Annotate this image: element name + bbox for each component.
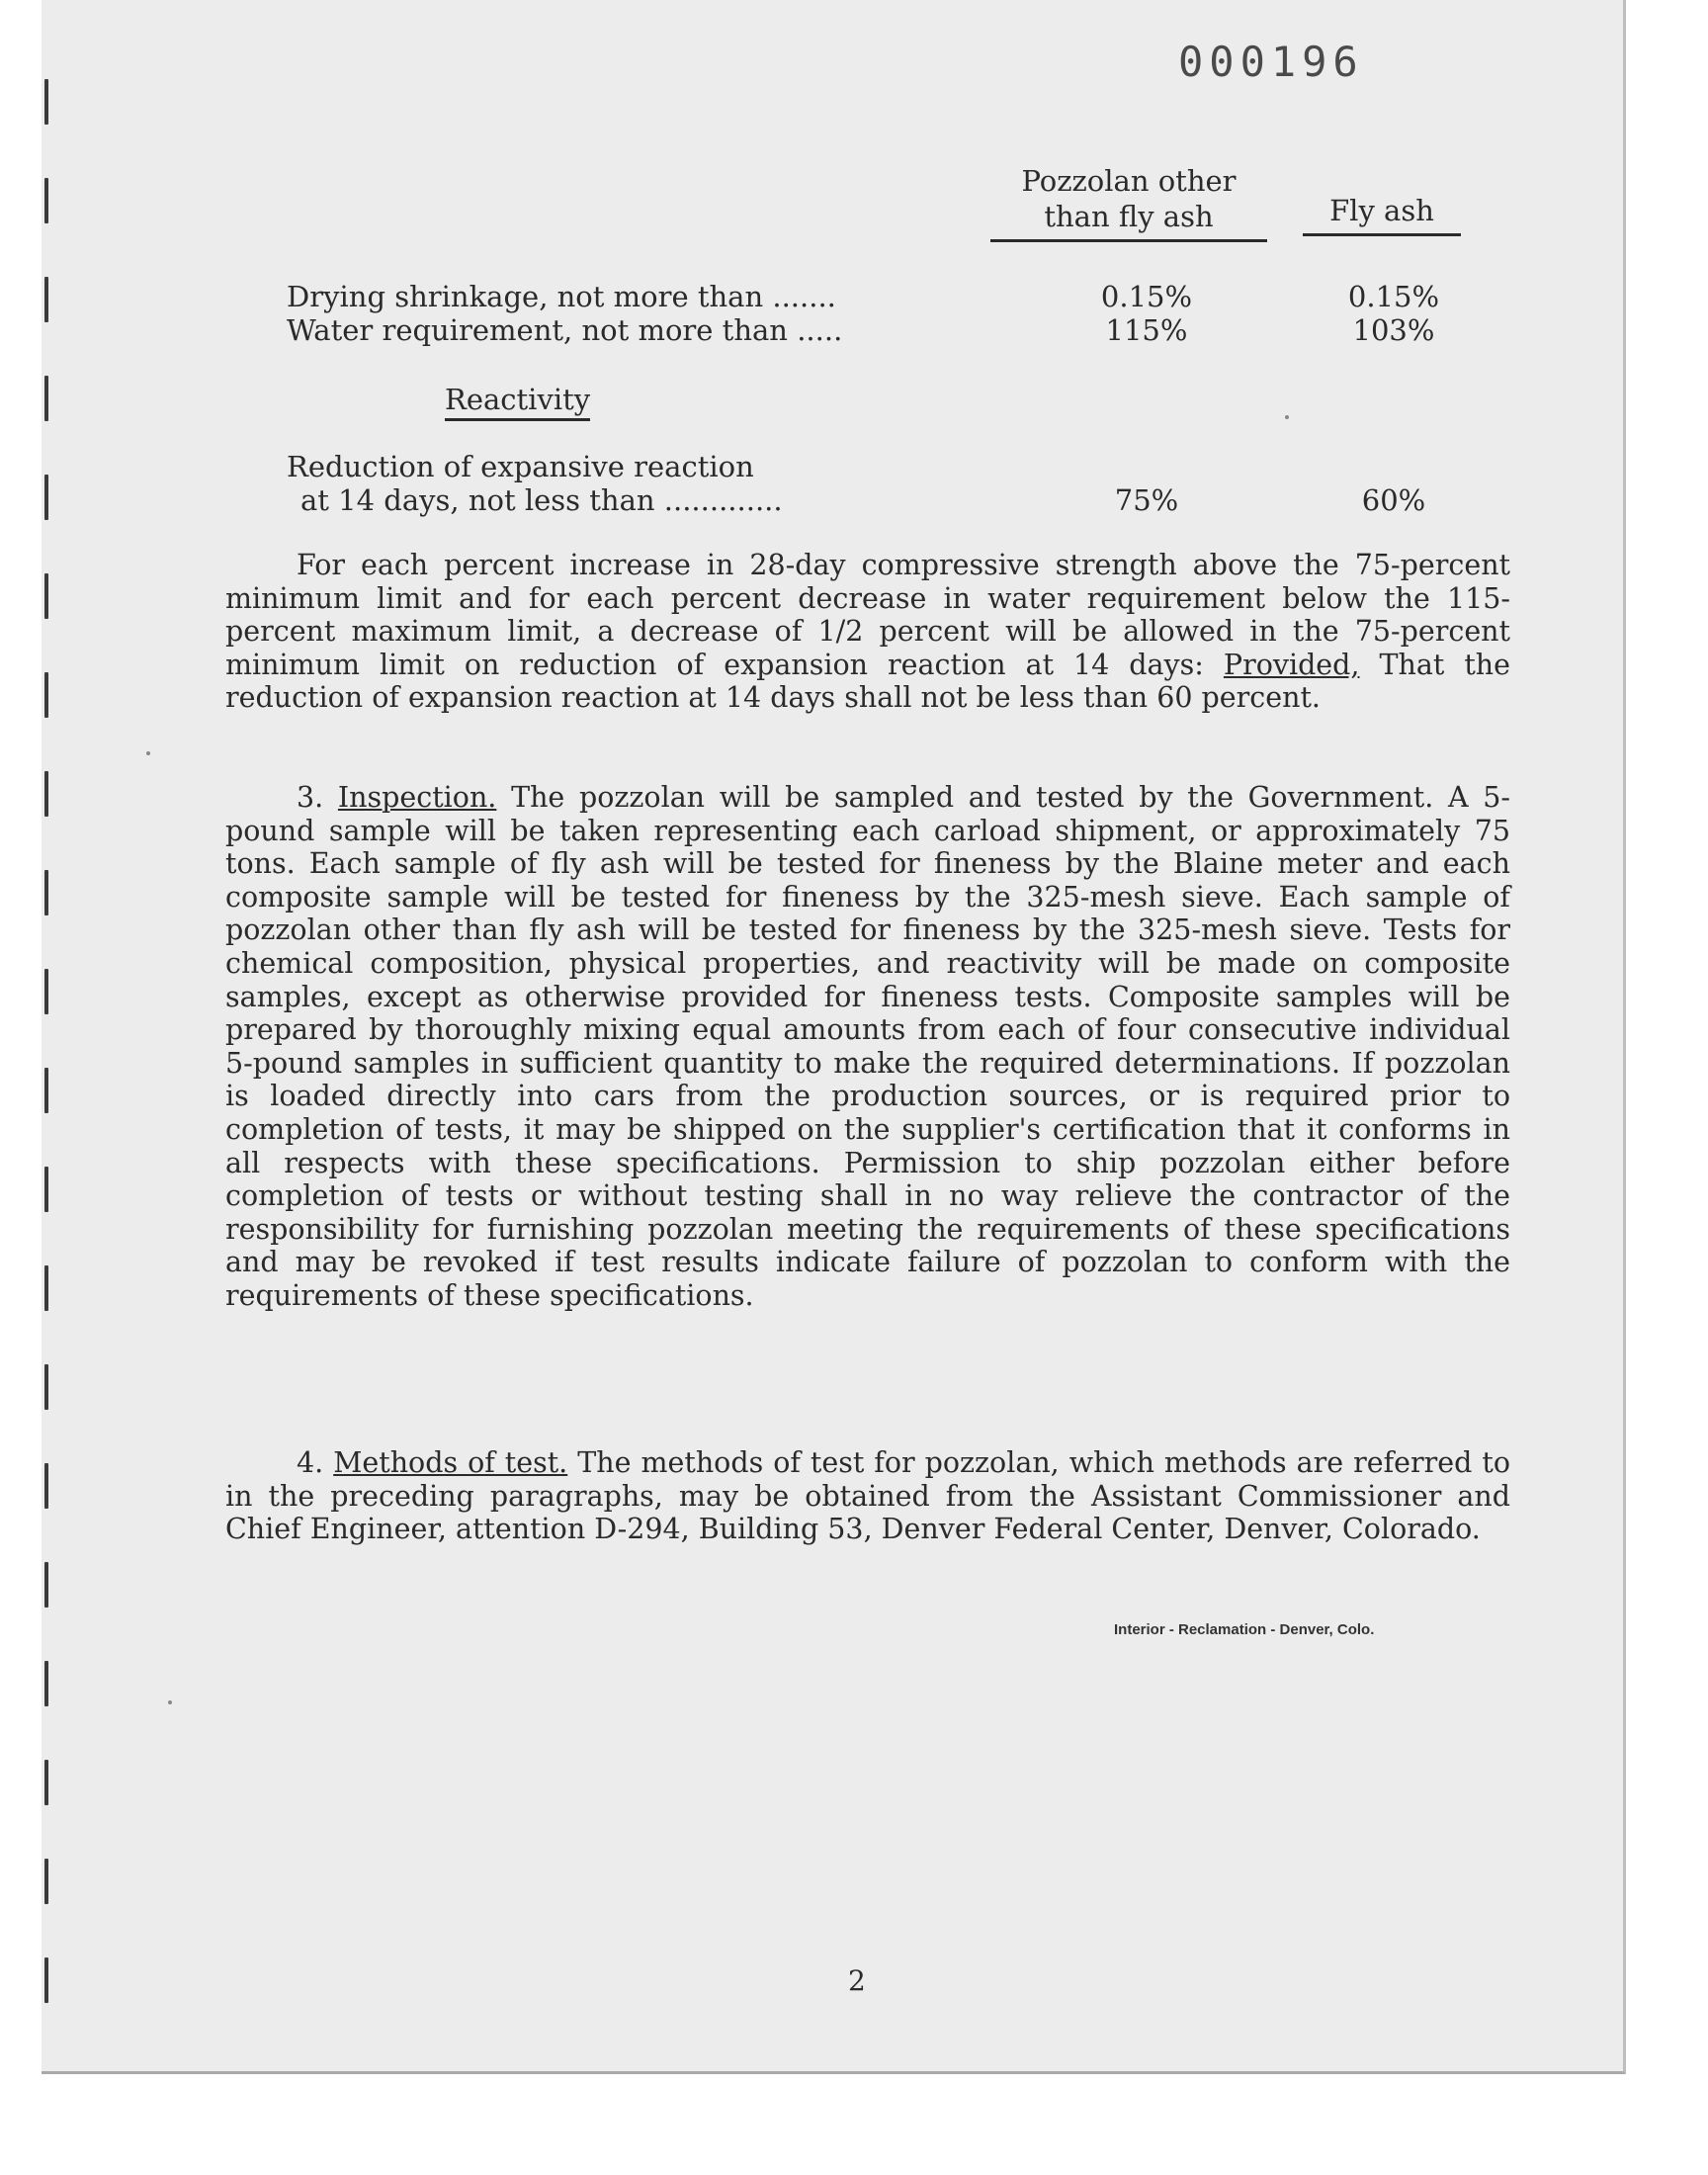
inspection-heading: Inspection. (337, 781, 497, 814)
column-header-fly-ash: Fly ash (1303, 193, 1461, 228)
page-number: 2 (848, 1964, 866, 1997)
provided-term: Provided, (1223, 648, 1360, 681)
scan-speck (1285, 415, 1289, 419)
column-header-pozzolan: Pozzolan other than fly ash (990, 163, 1267, 234)
paragraph-inspection: 3. Inspection. The pozzolan will be sampled and tested by the Government. A 5-pound sample will be taken representing each carload shipment, or approximately 75 tons. Each sample of fly ash will be tested for fineness by the Blaine meter and each composite sample will be tested for fineness by the 325-mesh sieve. Each sample of pozzolan other than fly ash will be tested for fineness by the 325-mesh sieve. Tests for chemical composition, physical properties, and reactivity will be made on composite samples, except as otherwise provided for fineness tests. Composite samples will be prepared by thoroughly mixing equal amounts from each of four consecutive individual 5-pound samples in sufficient quantity to make the required determinations. If pozzolan is loaded directly into cars from the production sources, or is required prior to completion of tests, it may be shipped on the supplier's certification that it conforms in all respects with these specifications. Permission to ship pozzolan either before completion of tests or without testing shall in no way relieve the contractor of the responsibility for furnishing pozzolan meeting the requirements of these specifications and may be revoked if test results indicate failure of pozzolan to conform with the requirements of these specifications. (225, 781, 1511, 1312)
document-number-stamp: 000196 (1178, 38, 1364, 86)
reactivity-heading: Reactivity (445, 383, 590, 416)
paragraph-compressive-strength: For each percent increase in 28-day compressive strength above the 75-percent minimum limit and for each percent decrease in water requirement below the 115-percent maximum limit, a decrease of 1/2 percent will be allowed in the 75-percent minimum limit on reduction of expansion reaction at 14 days: Provided, That the reduction of expansion reaction at 14 days shall not be less than 60 percent. (225, 549, 1510, 715)
paragraph-methods-of-test: 4. Methods of test. The methods of test for pozzolan, which methods are referred to in the preceding paragraphs, may be obtained from the Assistant Commissioner and Chief Engineer, attention D-294, Building 53, Denver Federal Center, Denver, Colorado. (225, 1446, 1510, 1546)
scan-speck (146, 751, 150, 755)
scan-speck (168, 1700, 172, 1704)
printer-imprint: Interior - Reclamation - Denver, Colo. (1114, 1621, 1375, 1638)
spiral-binding (44, 79, 54, 2046)
methods-of-test-heading: Methods of test. (333, 1446, 568, 1479)
